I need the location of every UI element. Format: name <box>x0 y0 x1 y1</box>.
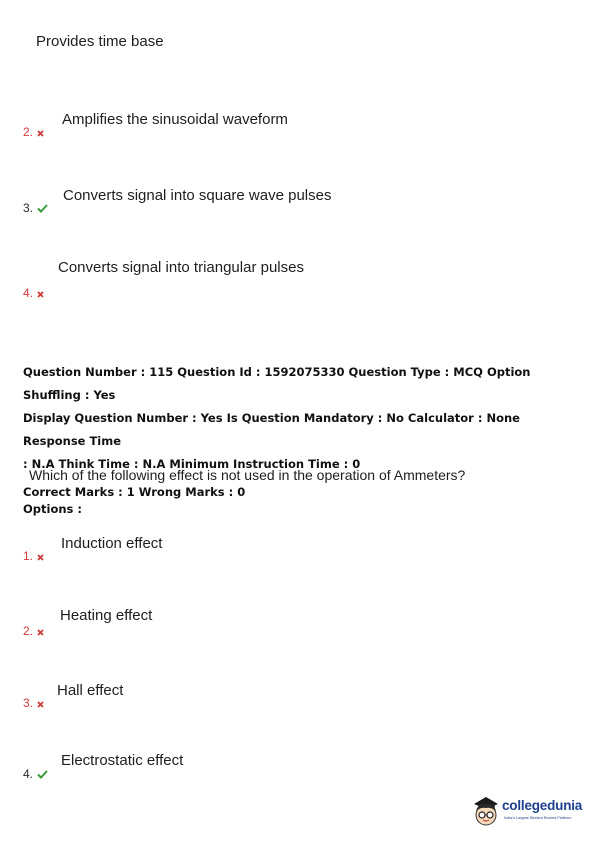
collegedunia-logo <box>471 794 589 830</box>
check-icon <box>37 202 48 216</box>
options-label: Options : <box>23 502 82 516</box>
logo-name: collegedunia <box>502 798 583 813</box>
option-1-text: Induction effect <box>61 535 163 552</box>
option-2-number <box>23 624 44 639</box>
meta-line-2: Display Question Number : Yes Is Question Mandatory : No Calculator : None Response Time <box>23 411 520 448</box>
prev-option-4-text: Converts signal into triangular pulses <box>58 259 304 276</box>
mascot-icon <box>471 794 501 833</box>
option-number: 3. <box>23 201 34 215</box>
prev-option-3-text: Converts signal into square wave pulses <box>63 187 332 204</box>
option-1-number <box>23 549 44 564</box>
check-icon <box>37 768 48 782</box>
option-3-number <box>23 696 44 711</box>
option-4-number <box>23 767 48 782</box>
marks-line: Correct Marks : 1 Wrong Marks : 0 <box>23 485 246 499</box>
prev-option-3-number <box>23 201 48 216</box>
option-3-text: Hall effect <box>57 682 124 699</box>
cross-icon <box>37 126 44 140</box>
option-number: 3. <box>23 696 34 710</box>
prev-option-1-text: Provides time base <box>36 33 164 50</box>
option-4-text: Electrostatic effect <box>61 752 184 769</box>
cross-icon <box>37 287 44 301</box>
option-number: 4. <box>23 286 34 300</box>
option-number: 2. <box>23 624 34 638</box>
meta-line-1: Question Number : 115 Question Id : 1592075330 Question Type : MCQ Option Shuffling : Yes <box>23 365 531 402</box>
option-number: 4. <box>23 767 34 781</box>
meta-line-3: : N.A Think Time : N.A Minimum Instruction Time : 0 <box>23 457 361 471</box>
option-2-text: Heating effect <box>60 607 153 624</box>
cross-icon <box>37 697 44 711</box>
question-text: Which of the following effect is not used in the operation of Ammeters? <box>29 467 466 483</box>
cross-icon <box>37 625 44 639</box>
cross-icon <box>37 550 44 564</box>
prev-option-2-text: Amplifies the sinusoidal waveform <box>62 111 288 128</box>
prev-option-2-number <box>23 125 44 140</box>
option-number: 1. <box>23 549 34 563</box>
prev-option-4-number <box>23 286 44 301</box>
option-number: 2. <box>23 125 34 139</box>
logo-tagline: India's Largest Student Review Platform <box>504 816 572 820</box>
